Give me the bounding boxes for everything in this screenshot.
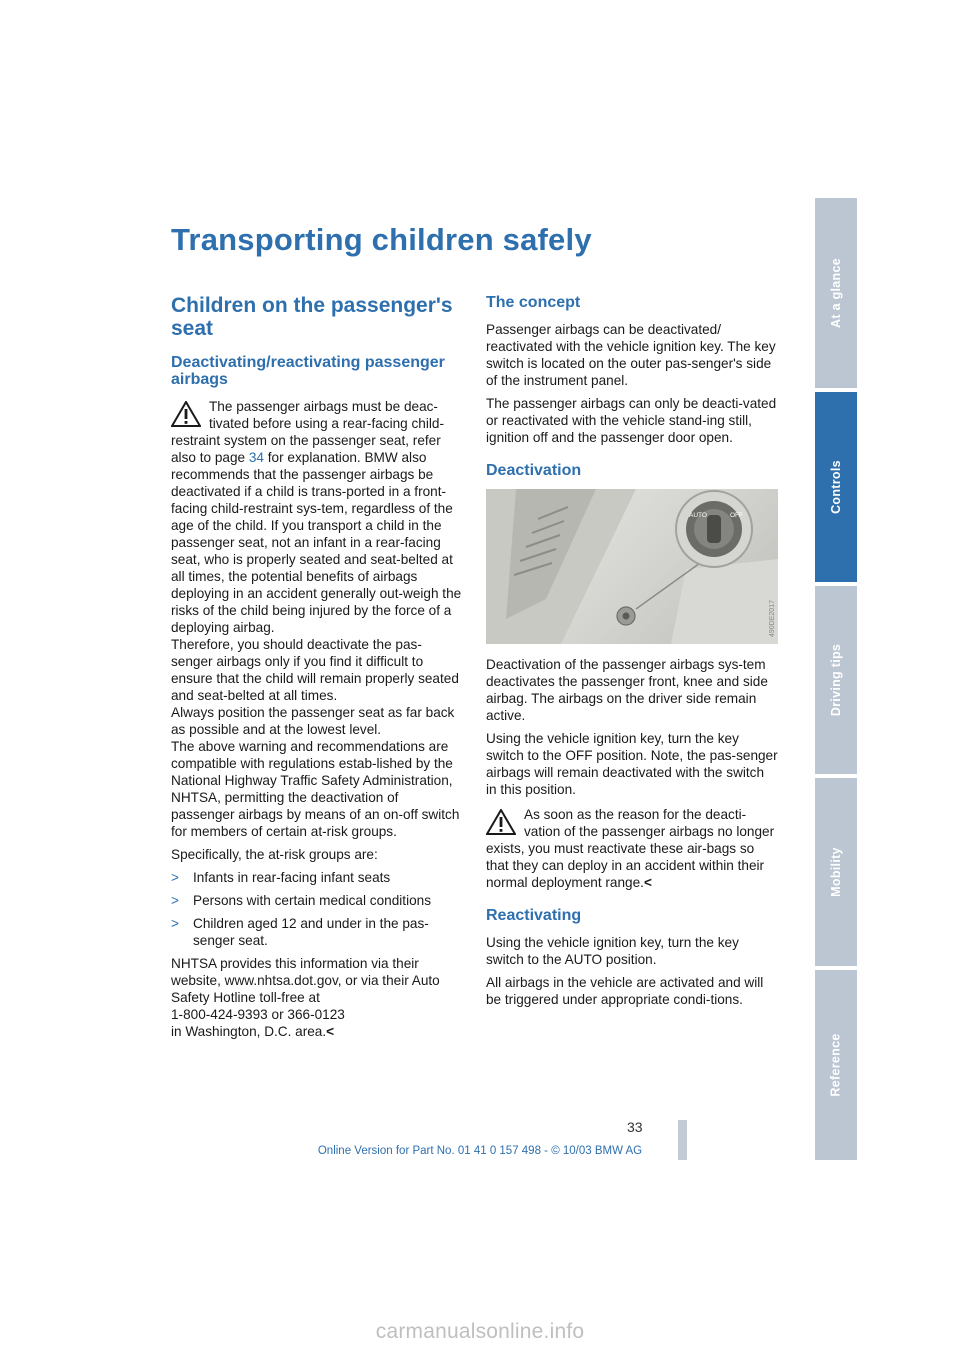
- list-item: [171, 869, 463, 886]
- bullet-marker: >: [171, 870, 179, 885]
- paragraph-seat-position: Always position the passenger seat as far back as possible and at the lowest level.: [171, 705, 455, 737]
- warning-block-reactivate: [486, 806, 778, 891]
- end-mark: <: [643, 875, 652, 890]
- list-item-text: Persons with certain medical conditions: [193, 893, 432, 908]
- page-reference-link[interactable]: 34: [248, 450, 264, 465]
- image-reference-code: 490DE2017: [769, 600, 776, 637]
- tab-label: Reference: [829, 1033, 843, 1097]
- page-title: Transporting children safely: [171, 222, 592, 257]
- footer-text: Online Version for Part No. 01 41 0 157 498 - © 10/03 BMW AG: [317, 1145, 643, 1157]
- tab-label: Controls: [829, 460, 844, 514]
- bullet-marker: >: [171, 893, 179, 908]
- deactivation-paragraph-1: Deactivation of the passenger airbags sys-tem deactivates the passenger front, knee and side airbag. The airbags on the driver side remain active.: [486, 657, 768, 723]
- left-column: [171, 294, 463, 1040]
- paragraph-nhtsa: NHTSA provides this information via their website, www.nhtsa.dot.gov, or via their Auto Safety Hotline toll-free at: [171, 956, 440, 1005]
- warning-text-start: The passenger airbags must be deac-tivated before using a rear-facing child-restraint system on the passenger seat, refer also to page: [171, 399, 444, 465]
- warning-triangle-icon: [486, 809, 516, 835]
- paragraph-regulations: The above warning and recommendations are compatible with regulations estab-lished by the National Highway Traffic Safety Administration, NHTSA, permitting the deactivation of passenger airbags by means of an on-off switch for members of certain at-risk groups.: [171, 739, 460, 839]
- warning-text: [171, 398, 463, 636]
- subsection-heading: Deactivating/reactivating passenger airbags: [171, 354, 445, 388]
- reactivating-paragraph-1: Using the vehicle ignition key, turn the key switch to the AUTO position.: [486, 935, 739, 967]
- paragraph-therefore: Therefore, you should deactivate the pas-senger airbags only if you find it difficult to ensure that the child will remain properly seated and seat-belted at all times.: [171, 637, 459, 703]
- right-column: [486, 294, 778, 1014]
- instrument-panel-illustration: [486, 489, 778, 644]
- tab-reference[interactable]: [815, 970, 857, 1160]
- paragraph-at-risk: Specifically, the at-risk groups are:: [171, 847, 378, 862]
- section-tabs: [815, 198, 857, 1160]
- concept-paragraph-1: Passenger airbags can be deactivated/ reactivated with the vehicle ignition key. The key switch is located on the outer pas-senger's side of the instrument panel.: [486, 322, 776, 388]
- list-item-text: Children aged 12 and under in the pas-senger seat.: [193, 916, 429, 948]
- tab-label: Mobility: [829, 847, 843, 897]
- tab-controls[interactable]: [815, 392, 857, 582]
- hotline-area-text: in Washington, D.C. area.: [171, 1024, 327, 1039]
- warning-triangle-icon: [171, 401, 201, 427]
- concept-heading: The concept: [486, 294, 581, 311]
- deactivation-heading: Deactivation: [486, 462, 582, 479]
- warning-block: [171, 398, 463, 636]
- page-number: 33: [627, 1119, 643, 1135]
- at-risk-list: [171, 869, 463, 949]
- reactivating-heading: Reactivating: [486, 907, 582, 924]
- tab-mobility[interactable]: [815, 778, 857, 966]
- deactivation-paragraph-2: Using the vehicle ignition key, turn the key switch to the OFF position. Note, the pas-senger airbags will remain deactivated with the switch in this position.: [486, 731, 778, 797]
- hotline-area: [171, 1023, 463, 1040]
- list-item: [171, 915, 463, 949]
- reactivating-paragraph-2: All airbags in the vehicle are activated and will be triggered under appropriate condi-tions.: [486, 975, 764, 1007]
- concept-paragraph-2: The passenger airbags can only be deacti-vated or reactivated with the vehicle stand-ing still, ignition off and the passenger door open.: [486, 396, 777, 445]
- switch-label-off: OFF: [730, 512, 743, 519]
- bullet-marker: >: [171, 916, 179, 931]
- switch-label-auto: AUTO: [689, 512, 707, 519]
- tab-driving-tips[interactable]: [815, 586, 857, 774]
- list-item-text: Infants in rear-facing infant seats: [193, 870, 391, 885]
- section-heading: Children on the passenger's seat: [171, 294, 453, 340]
- tab-at-a-glance[interactable]: [815, 198, 857, 388]
- warning-text-reactivate-body: As soon as the reason for the deacti-vation of the passenger airbags no longer exists, you must reactivate these air-bags so that they can deploy in an accident within their normal deployment range.: [486, 807, 775, 890]
- warning-text-reactivate: [486, 806, 778, 891]
- tab-label: Driving tips: [829, 643, 844, 717]
- tab-label: At a glance: [829, 258, 843, 328]
- end-mark: <: [326, 1024, 335, 1039]
- key-switch-photo: [486, 489, 778, 644]
- watermark: carmanualsonline.info: [375, 1320, 585, 1343]
- list-item: [171, 892, 463, 909]
- hotline-number: 1-800-424-9393 or 366-0123: [171, 1007, 345, 1022]
- warning-text-end: for explanation. BMW also recommends that the passenger airbags be deactivated if a child is trans-ported in a front-facing child-restraint sys-tem, regardless of the age of the child. If you transport a child in the passenger seat, not an infant in a rear-facing seat, who is properly seated and seat-belted at all times, the potential benefits of airbags deploying in an accident generally out-weigh the risks of the child being injured by the force of a deploying airbag.: [171, 450, 462, 635]
